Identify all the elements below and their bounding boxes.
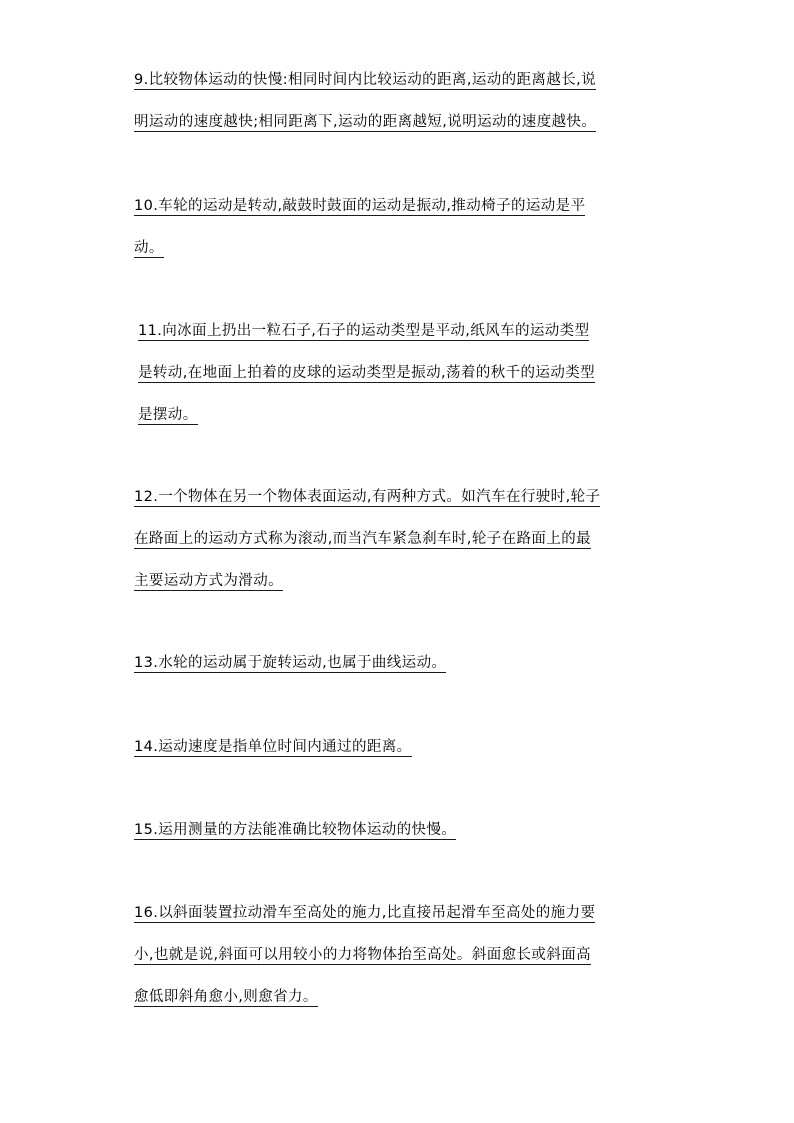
paragraph-line: 14.运动速度是指单位时间内通过的距离。 [134, 739, 412, 755]
paragraph-line: 是摆动。 [138, 407, 198, 423]
paragraph-line: 12.一个物体在另一个物体表面运动,有两种方式。如汽车在行驶时,轮子 [134, 489, 601, 505]
paragraph-line: 动。 [134, 240, 164, 256]
paragraph-line: 16.以斜面装置拉动滑车至高处的施力,比直接吊起滑车至高处的施力要 [134, 905, 596, 921]
paragraph-line: 明运动的速度越快;相同距离下,运动的距离越短,说明运动的速度越快。 [134, 114, 597, 130]
paragraph-line: 9.比较物体运动的快慢:相同时间内比较运动的距离,运动的距离越长,说 [134, 72, 597, 88]
paragraph-line: 15.运用测量的方法能准确比较物体运动的快慢。 [134, 822, 457, 838]
paragraph-line: 小,也就是说,斜面可以用较小的力将物体抬至高处。斜面愈长或斜面高 [134, 947, 592, 963]
paragraph-line: 愈低即斜角愈小,则愈省力。 [134, 989, 318, 1005]
paragraph-line: 10.车轮的运动是转动,敲鼓时鼓面的运动是振动,推动椅子的运动是平 [134, 198, 586, 214]
paragraph-line: 是转动,在地面上拍着的皮球的运动类型是振动,荡着的秋千的运动类型 [138, 365, 596, 381]
paragraph-line: 在路面上的运动方式称为滚动,而当汽车紧急刹车时,轮子在路面上的最 [134, 531, 592, 547]
paragraph-line: 11.向冰面上扔出一粒石子,石子的运动类型是平动,纸风车的运动类型 [138, 323, 590, 339]
paragraph-line: 13.水轮的运动属于旋转运动,也属于曲线运动。 [134, 655, 447, 671]
paragraph-line: 主要运动方式为滑动。 [134, 573, 283, 589]
